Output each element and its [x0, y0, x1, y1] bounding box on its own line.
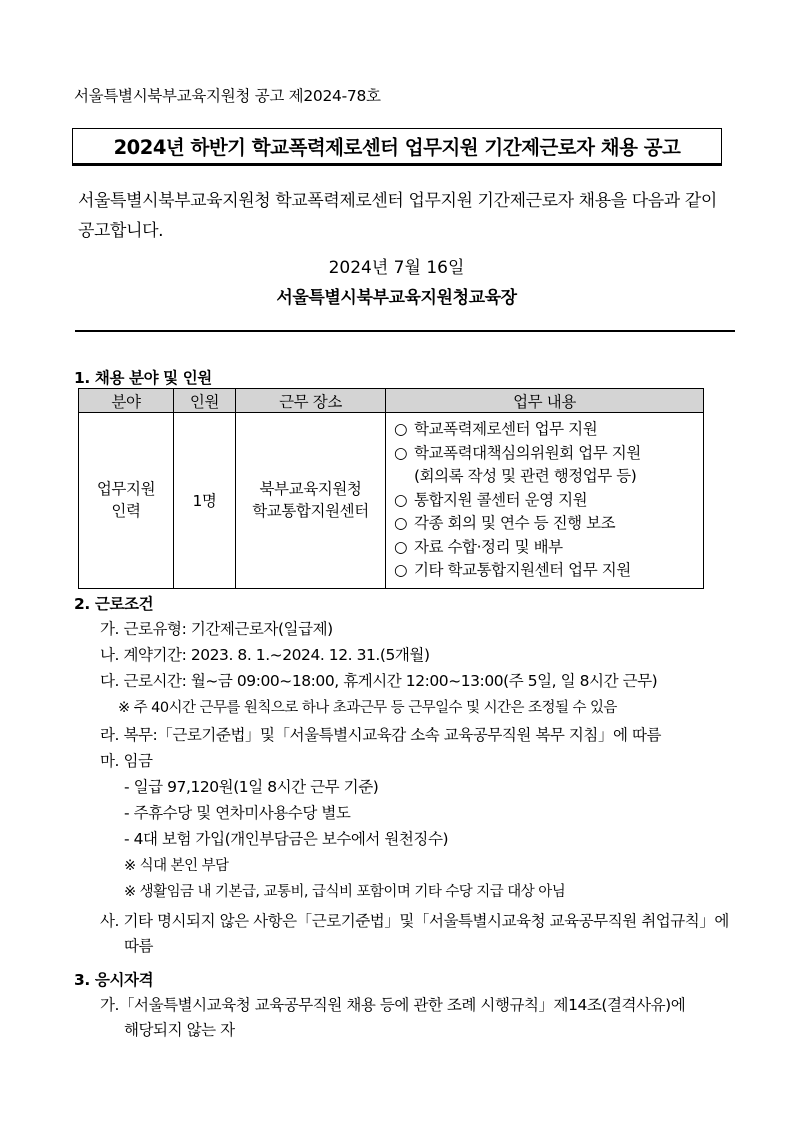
cell-field [79, 413, 174, 589]
item-other-rules: 사. 기타 명시되지 않은 사항은「근로기준법」및「서울특별시교육청 교육공무직원 취업규칙」에 [100, 912, 729, 930]
circle-bullet-icon: ○ [394, 420, 408, 438]
duty-item [394, 512, 703, 536]
cell-field-line1: 업무지원 [96, 480, 156, 499]
announcement-title-box [72, 128, 722, 166]
recruitment-table [78, 388, 704, 589]
item-wage-insurance: - 4대 보험 가입(개인부담금은 보수에서 원천징수) [124, 830, 449, 848]
item-wage-allowances: - 주휴수당 및 연차미사용수당 별도 [124, 804, 351, 822]
item-wage-note-living: ※ 생활임금 내 기본급, 교통비, 급식비 포함이며 기타 수당 지급 대상 아님 [124, 884, 566, 900]
table-header-place: 근무 장소 [236, 389, 386, 413]
table-header-field: 분야 [79, 389, 174, 413]
table-row [79, 413, 704, 589]
cell-place-line1: 북부교육지원청 [259, 480, 362, 499]
table-header-duty: 업무 내용 [386, 389, 704, 413]
duty-item-label: 각종 회의 및 연수 등 진행 보조 [414, 514, 616, 532]
duty-item-label: 학교폭력대책심의위원회 업무 지원 [414, 443, 641, 462]
announcement-date: 2024년 7월 16일 [328, 258, 465, 278]
duty-item [394, 489, 703, 513]
item-other-rules-continuation: 따름 [124, 937, 154, 955]
intro-paragraph: 서울특별시북부교육지원청 학교폭력제로센터 업무지원 기간제근로자 채용을 다음과 같이 공고합니다. [78, 191, 717, 241]
duty-item-label: 기타 학교통합지원센터 업무 지원 [414, 561, 631, 579]
section-3-heading: 3. 응시자격 [74, 971, 154, 989]
cell-field-line2: 인력 [111, 502, 141, 521]
item-work-type: 가. 근로유형: 기간제근로자(일급제) [100, 620, 333, 638]
duty-item-label: 자료 수합·정리 및 배부 [414, 537, 563, 556]
circle-bullet-icon: ○ [394, 561, 408, 579]
document-number: 서울특별시북부교육지원청 공고 제2024-78호 [74, 87, 381, 105]
item-work-hours-note: ※ 주 40시간 근무를 원칙으로 하나 초과근무 등 근무일수 및 시간은 조정될 수 있음 [118, 700, 617, 716]
item-contract-period: 나. 계약기간: 2023. 8. 1.~2024. 12. 31.(5개월) [100, 646, 430, 664]
cell-duties [386, 413, 704, 589]
table-header-row [79, 389, 704, 413]
item-wage-note-meal: ※ 식대 본인 부담 [124, 858, 229, 874]
circle-bullet-icon: ○ [394, 537, 408, 556]
duty-item-label: 통합지원 콜센터 운영 지원 [414, 490, 588, 509]
duty-list [394, 418, 703, 583]
circle-bullet-icon: ○ [394, 443, 408, 462]
cell-place [236, 413, 386, 589]
item-wage-daily: - 일급 97,120원(1일 8시간 근무 기준) [124, 778, 379, 796]
section-2-heading: 2. 근로조건 [74, 595, 154, 613]
cell-place-line2: 학교통합지원센터 [252, 502, 369, 521]
duty-item [394, 536, 703, 560]
issuer-name: 서울특별시북부교육지원청교육장 [276, 288, 517, 308]
section-1-heading: 1. 채용 분야 및 인원 [74, 369, 212, 387]
duty-item [394, 465, 703, 489]
duty-item [394, 418, 703, 442]
circle-bullet-icon: ○ [394, 490, 408, 509]
duty-item [394, 559, 703, 583]
duty-item-label: (회의록 작성 및 관련 행정업무 등) [414, 467, 637, 485]
item-work-hours: 다. 근로시간: 월~금 09:00~18:00, 휴게시간 12:00~13:00(주 5일, 일 8시간 근무) [100, 672, 658, 690]
announcement-title: 2024년 하반기 학교폭력제로센터 업무지원 기간제근로자 채용 공고 [113, 136, 681, 159]
item-eligibility: 가.「서울특별시교육청 교육공무직원 채용 등에 관한 조례 시행규칙」제14조(결격사유)에 [100, 996, 686, 1014]
duty-item-label: 학교폭력제로센터 업무 지원 [414, 420, 598, 438]
item-eligibility-continuation: 해당되지 않는 자 [124, 1021, 235, 1039]
table-header-count: 인원 [174, 389, 236, 413]
cell-count: 1명 [174, 413, 236, 589]
circle-bullet-icon: ○ [394, 514, 408, 532]
item-service-rules: 라. 복무:「근로기준법」및「서울특별시교육감 소속 교육공무직원 복무 지침」에 따름 [100, 726, 662, 744]
duty-item [394, 442, 703, 466]
item-wage-heading: 마. 임금 [100, 752, 153, 770]
horizontal-divider [75, 330, 735, 332]
